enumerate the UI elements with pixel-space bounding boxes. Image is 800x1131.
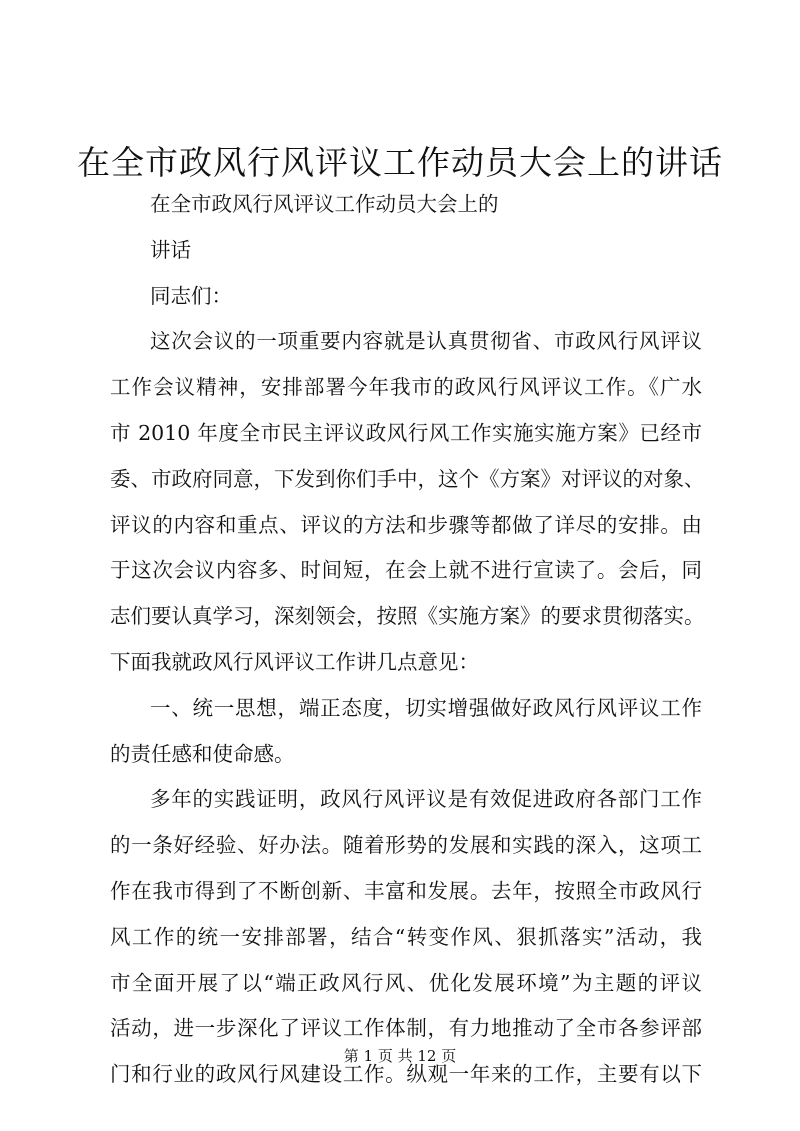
- text-line: 评议的内容和重点、评议的方法和步骤等都做了详尽的安排。由: [110, 512, 702, 537]
- text-line: 一、统一思想，端正态度，切实增强做好政风行风评议工作: [150, 695, 702, 720]
- text-line: 在全市政风行风评议工作动员大会上的: [150, 192, 499, 216]
- text-line: 市全面开展了以“端正政风行风、优化发展环境”为主题的评议: [110, 970, 702, 995]
- text-line: 委、市政府同意，下发到你们手中，这个《方案》对评议的对象、: [110, 466, 705, 491]
- page-footer: 第 1 页 共 12 页: [343, 1047, 457, 1065]
- text-line: 活动，进一步深化了评议工作体制，有力地推动了全市各参评部: [110, 1016, 702, 1041]
- text-line: 作在我市得到了不断创新、丰富和发展。去年，按照全市政风行: [110, 878, 702, 903]
- text-line: 风工作的统一安排部署，结合“转变作风、狠抓落实”活动，我: [110, 924, 702, 949]
- text-line: 志们要认真学习，深刻领会，按照《实施方案》的要求贯彻落实。: [110, 604, 705, 629]
- document-body: [110, 182, 705, 1098]
- text-line: 同志们：: [150, 283, 232, 308]
- text-line: 这次会议的一项重要内容就是认真贯彻省、市政风行风评议: [150, 329, 702, 354]
- text-line: 市 2010 年度全市民主评议政风行风工作实施实施方案》已经市: [110, 420, 702, 445]
- text-line: 的一条好经验、好办法。随着形势的发展和实践的深入，这项工: [110, 833, 702, 858]
- text-line: 于这次会议内容多、时间短，在会上就不进行宣读了。会后，同: [110, 558, 702, 583]
- text-line: 多年的实践证明，政风行风评议是有效促进政府各部门工作: [150, 787, 702, 812]
- text-line: 门和行业的政风行风建设工作。纵观一年来的工作，主要有以下: [110, 1062, 702, 1087]
- text-line: 讲话: [150, 237, 191, 262]
- text-line: 的责任感和使命感。: [110, 741, 295, 766]
- document-title: 在全市政风行风评议工作动员大会上的讲话: [77, 143, 723, 182]
- text-line: 工作会议精神，安排部署今年我市的政风行风评议工作。《广水: [110, 375, 702, 400]
- text-line: 下面我就政风行风评议工作讲几点意见：: [110, 649, 479, 674]
